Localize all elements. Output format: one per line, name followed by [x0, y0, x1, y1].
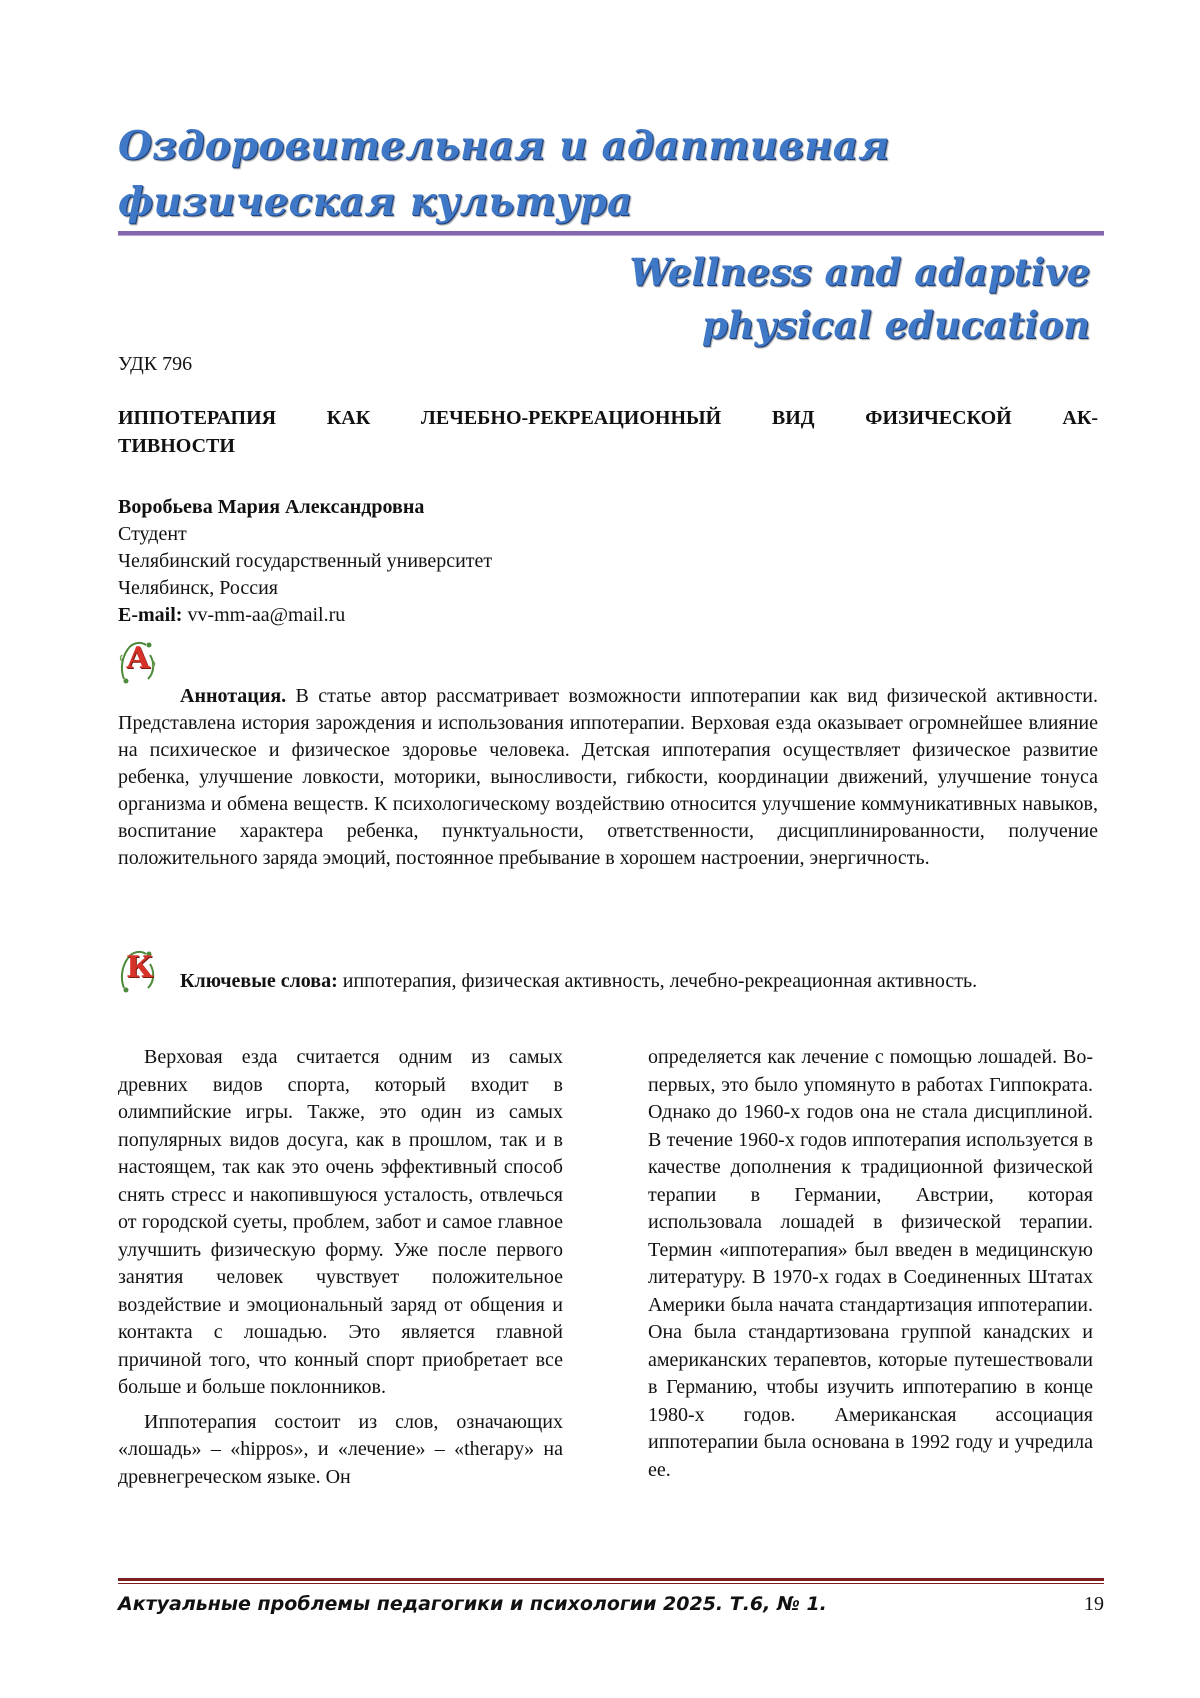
- abstract-text: В статье автор рассматривает возможности иппотерапии как вид физической активности. Представлена история зарождения и использования иппотерапии. Верховая езда оказывает огромнейшее влияние на психическое и физическое здоровье человека. Детская иппотерапия осуществляет физическое развитие ребенка, улучшение ловкости, моторики, выносливости, гибкости, координации движений, улучшение тонуса организма и обмена веществ. К психологическому воздействию относится улучшение коммуникативных навыков, воспитание характера ребенка, пунктуальности, ответственности, дисциплинированности, получение положительного заряда эмоций, постоянное пребывание в хорошем настроении, энергичность.: [118, 685, 1098, 869]
- journal-section-title-ru: [118, 118, 1018, 230]
- section-title-ru-line1: Оздоровительная и адаптивная: [118, 118, 1018, 174]
- page-number: 19: [1084, 1593, 1104, 1616]
- abstract: [118, 683, 1098, 872]
- body-paragraph: Верховая езда считается одним из самых древних видов спорта, который входит в олимпийские игры. Также, это один из самых популярных видов досуга, как в прошлом, так и в настоящем, так как это очень эффективный способ снять стресс и накопившуюся усталость, отвлечься от городской суеты, проблем, забот и самое главное улучшить физическую форму. Уже после первого занятия человек чувствует положительное воздействие и эмоциональный заряд от общения и контакта с лошадью. Это является главной причиной того, что конный спорт приобретает все больше и больше поклонников.: [118, 1044, 563, 1402]
- udk-code: УДК 796: [118, 353, 192, 376]
- footer-journal-citation: Актуальные проблемы педагогики и психологии 2025. Т.6, № 1.: [118, 1593, 827, 1615]
- author-city: Челябинск, Россия: [118, 575, 492, 602]
- author-position: Студент: [118, 521, 492, 548]
- email-label: E-mail:: [118, 604, 182, 626]
- body-column-left: [118, 1044, 563, 1498]
- footer-divider: [118, 1578, 1104, 1581]
- keywords-dropcap-letter: К: [126, 953, 153, 983]
- section-title-en-line1: Wellness and adaptive: [390, 246, 1090, 299]
- article-title-line1: ИППОТЕРАПИЯ КАК ЛЕЧЕБНО-РЕКРЕАЦИОННЫЙ ВИД ФИЗИЧЕСКОЙ АК-: [118, 404, 1098, 432]
- abstract-label: Аннотация.: [180, 685, 286, 707]
- abstract-dropcap-letter: А: [126, 644, 150, 674]
- body-paragraph: Иппотерапия состоит из слов, означающих «лошадь» – «hippos», и «лечение» – «therapy» на древнегреческом языке. Он: [118, 1409, 563, 1492]
- article-title-line2: ТИВНОСТИ: [118, 435, 235, 457]
- author-email[interactable]: vv-mm-aa@mail.ru: [187, 604, 345, 626]
- author-university: Челябинский государственный университет: [118, 548, 492, 575]
- keywords-label: Ключевые слова:: [180, 970, 338, 992]
- section-title-ru-line2: физическая культура: [118, 174, 1018, 230]
- header-divider: [118, 231, 1104, 236]
- author-block: [118, 494, 492, 629]
- author-name: Воробьева Мария Александровна: [118, 494, 492, 521]
- body-column-right: [648, 1044, 1093, 1491]
- keywords-text: иппотерапия, физическая активность, лечебно-рекреационная активность.: [343, 970, 977, 992]
- body-paragraph: определяется как лечение с помощью лошадей. Во-первых, это было упомянуто в работах Гиппократа. Однако до 1960-х годов она не стала дисциплиной. В течение 1960-х годов иппотерапия используется в качестве дополнения к традиционной физической терапии в Германии, Австрии, которая использовала лошадей в физической терапии. Термин «иппотерапия» был введен в медицинскую литературу. В 1970-х годах в Соединенных Штатах Америки была начата стандартизация иппотерапии. Она была стандартизована группой канадских и американских терапевтов, которые путешествовали в Германию, чтобы изучить иппотерапию в конце 1980-х годов. Американская ассоциация иппотерапии была основана в 1992 году и учредила ее.: [648, 1044, 1093, 1484]
- journal-section-title-en: [390, 246, 1090, 352]
- article-title: [118, 404, 1098, 460]
- abstract-dropcap-icon: [118, 639, 158, 685]
- footer-divider-thin: [118, 1583, 1104, 1584]
- section-title-en-line2: physical education: [390, 299, 1090, 352]
- author-email-line: [118, 602, 492, 629]
- keywords: [118, 968, 1098, 995]
